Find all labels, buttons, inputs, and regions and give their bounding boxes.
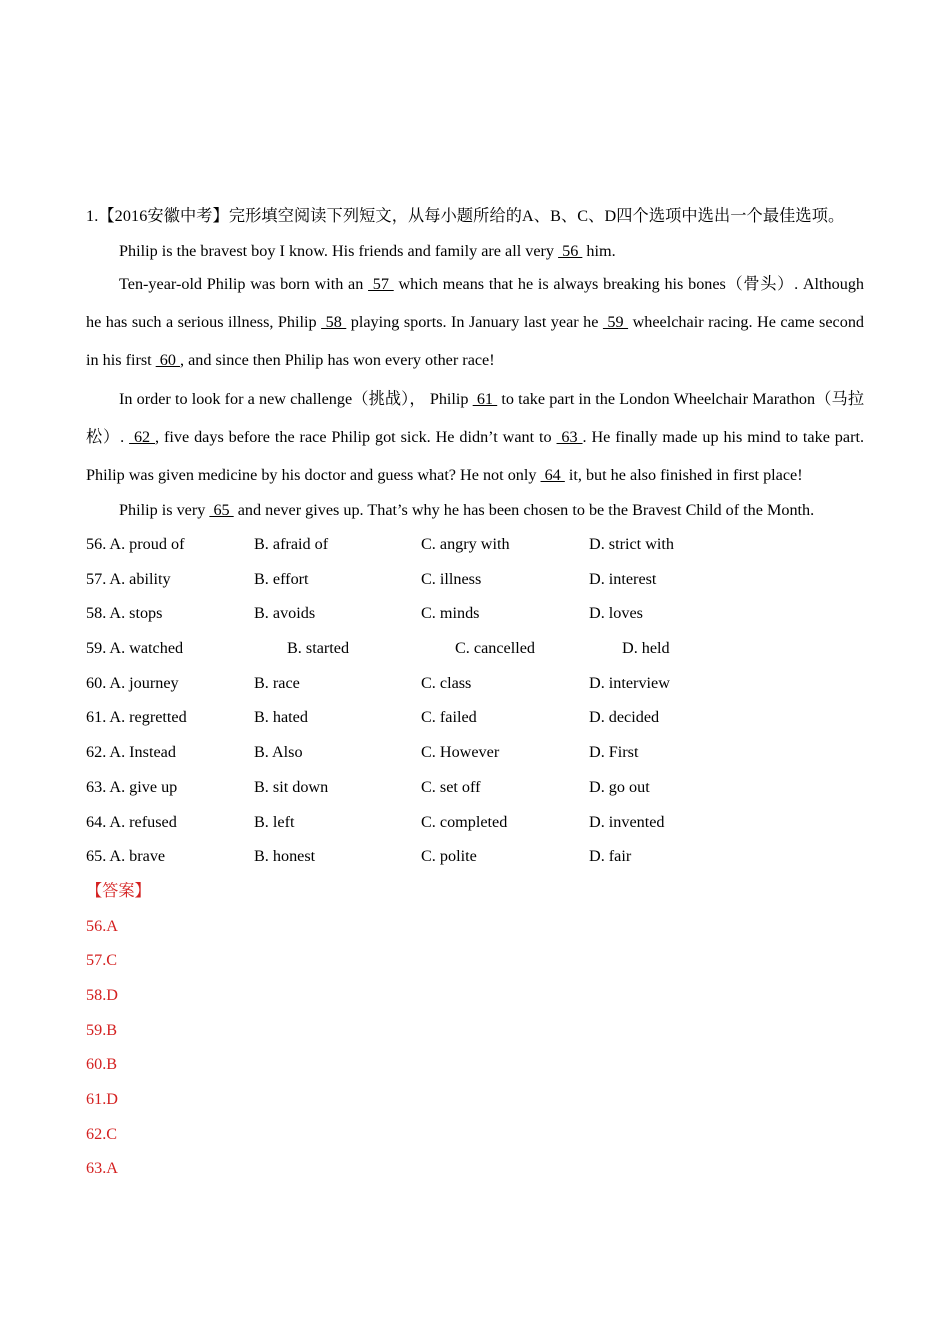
text-run: which means that he is always breaking his bones（骨头）. Although he has such a serious illness, Philip (86, 275, 865, 331)
blank-64: 64 (540, 466, 565, 484)
text-run: , and since then Philip has won every other race! (179, 351, 495, 369)
blank-62: 62 (129, 428, 156, 446)
answer-item: 62.C (86, 1124, 118, 1143)
text-run: to take part in the London Wheelchair Marathon（马拉松）. (86, 390, 865, 446)
option-row (86, 774, 864, 809)
option-c: C. class (421, 673, 472, 692)
answer-item: 63.A (86, 1159, 118, 1178)
blank-65: 65 (209, 501, 234, 519)
option-a: 63. A. give up (86, 777, 178, 796)
answer-item: 57.C (86, 951, 118, 970)
option-d: D. First (589, 743, 639, 762)
option-c: C. completed (421, 812, 508, 831)
option-a: 64. A. refused (86, 812, 177, 831)
option-a: 61. A. regretted (86, 708, 187, 727)
option-row (86, 843, 864, 878)
option-d: D. invented (589, 812, 665, 831)
option-row (86, 739, 864, 774)
option-row (86, 704, 864, 739)
passage-paragraph-3 (86, 380, 864, 494)
blank-60: 60 (155, 351, 180, 369)
option-a: 62. A. Instead (86, 743, 176, 762)
passage-paragraph-4 (86, 497, 864, 523)
blank-56: 56 (558, 242, 583, 260)
option-c: C. However (421, 743, 500, 762)
option-c: C. cancelled (455, 639, 535, 658)
option-row (86, 635, 864, 670)
text-run: Philip is very (119, 501, 210, 519)
passage-paragraph-2 (86, 265, 864, 379)
option-b: B. avoids (254, 604, 316, 623)
option-b: B. race (254, 673, 300, 692)
option-row (86, 600, 864, 635)
options-list (86, 531, 864, 878)
text-run: him. (582, 242, 616, 260)
passage-paragraph-1 (86, 238, 864, 264)
blank-58: 58 (321, 313, 347, 331)
blank-61: 61 (472, 390, 498, 408)
option-b: B. left (254, 812, 295, 831)
option-c: C. failed (421, 708, 477, 727)
option-a: 57. A. ability (86, 569, 171, 588)
option-c: C. angry with (421, 535, 510, 553)
option-row (86, 670, 864, 705)
answer-item: 61.D (86, 1090, 118, 1108)
option-c: C. polite (421, 847, 477, 866)
option-d: D. decided (589, 708, 660, 727)
option-c: C. set off (421, 777, 481, 796)
text-run: Ten-year-old Philip was born with an (119, 275, 369, 293)
option-d: D. strict with (589, 535, 674, 553)
text-run: it, but he also finished in first place! (564, 466, 803, 484)
answer-item: 59.B (86, 1020, 118, 1039)
option-row (86, 531, 864, 566)
text-run: Philip is the bravest boy I know. His friends and family are all very (119, 242, 559, 260)
option-b: B. sit down (254, 777, 329, 796)
option-d: D. loves (589, 604, 643, 623)
question-heading: 1.【2016安徽中考】完形填空阅读下列短文，从每小题所给的A、B、C、D四个选项中选出一个最佳选项。 (86, 207, 845, 225)
option-a: 65. A. brave (86, 847, 166, 866)
option-d: D. interest (589, 569, 657, 588)
option-d: D. held (622, 639, 670, 658)
option-c: C. illness (421, 569, 482, 588)
option-d: D. go out (589, 777, 650, 796)
text-run: wheelchair racing. He came second in his first (86, 313, 865, 369)
option-b: B. afraid of (254, 535, 329, 553)
text-run: , five days before the race Philip got sick. He didn’t want to (155, 428, 557, 446)
option-a: 60. A. journey (86, 673, 179, 692)
option-a: 59. A. watched (86, 639, 184, 658)
text-run: . He finally made up his mind to take part. Philip was given medicine by his doctor and guess what? He not only (86, 428, 865, 484)
option-b: B. started (287, 639, 350, 658)
option-row (86, 809, 864, 844)
answer-item: 60.B (86, 1055, 118, 1074)
document-page (86, 203, 864, 1190)
text-run: In order to look for a new challenge（挑战）， Philip (119, 390, 473, 408)
option-d: D. interview (589, 673, 670, 692)
option-b: B. honest (254, 847, 316, 866)
text-run: and never gives up. That’s why he has been chosen to be the Bravest Child of the Month. (233, 501, 815, 519)
option-c: C. minds (421, 604, 480, 623)
blank-57: 57 (368, 275, 394, 293)
answer-list (86, 913, 864, 1191)
answer-item: 56.A (86, 916, 118, 935)
answer-item: 58.D (86, 985, 118, 1004)
blank-63: 63 (556, 428, 583, 446)
blank-59: 59 (602, 313, 629, 331)
option-b: B. effort (254, 569, 309, 588)
option-a: 58. A. stops (86, 604, 163, 623)
option-a: 56. A. proud of (86, 535, 185, 553)
option-b: B. hated (254, 708, 308, 727)
text-run: playing sports. In January last year he (346, 313, 603, 331)
option-b: B. Also (254, 743, 303, 762)
option-d: D. fair (589, 847, 632, 866)
answer-title: 【答案】 (86, 881, 151, 900)
option-row (86, 566, 864, 601)
